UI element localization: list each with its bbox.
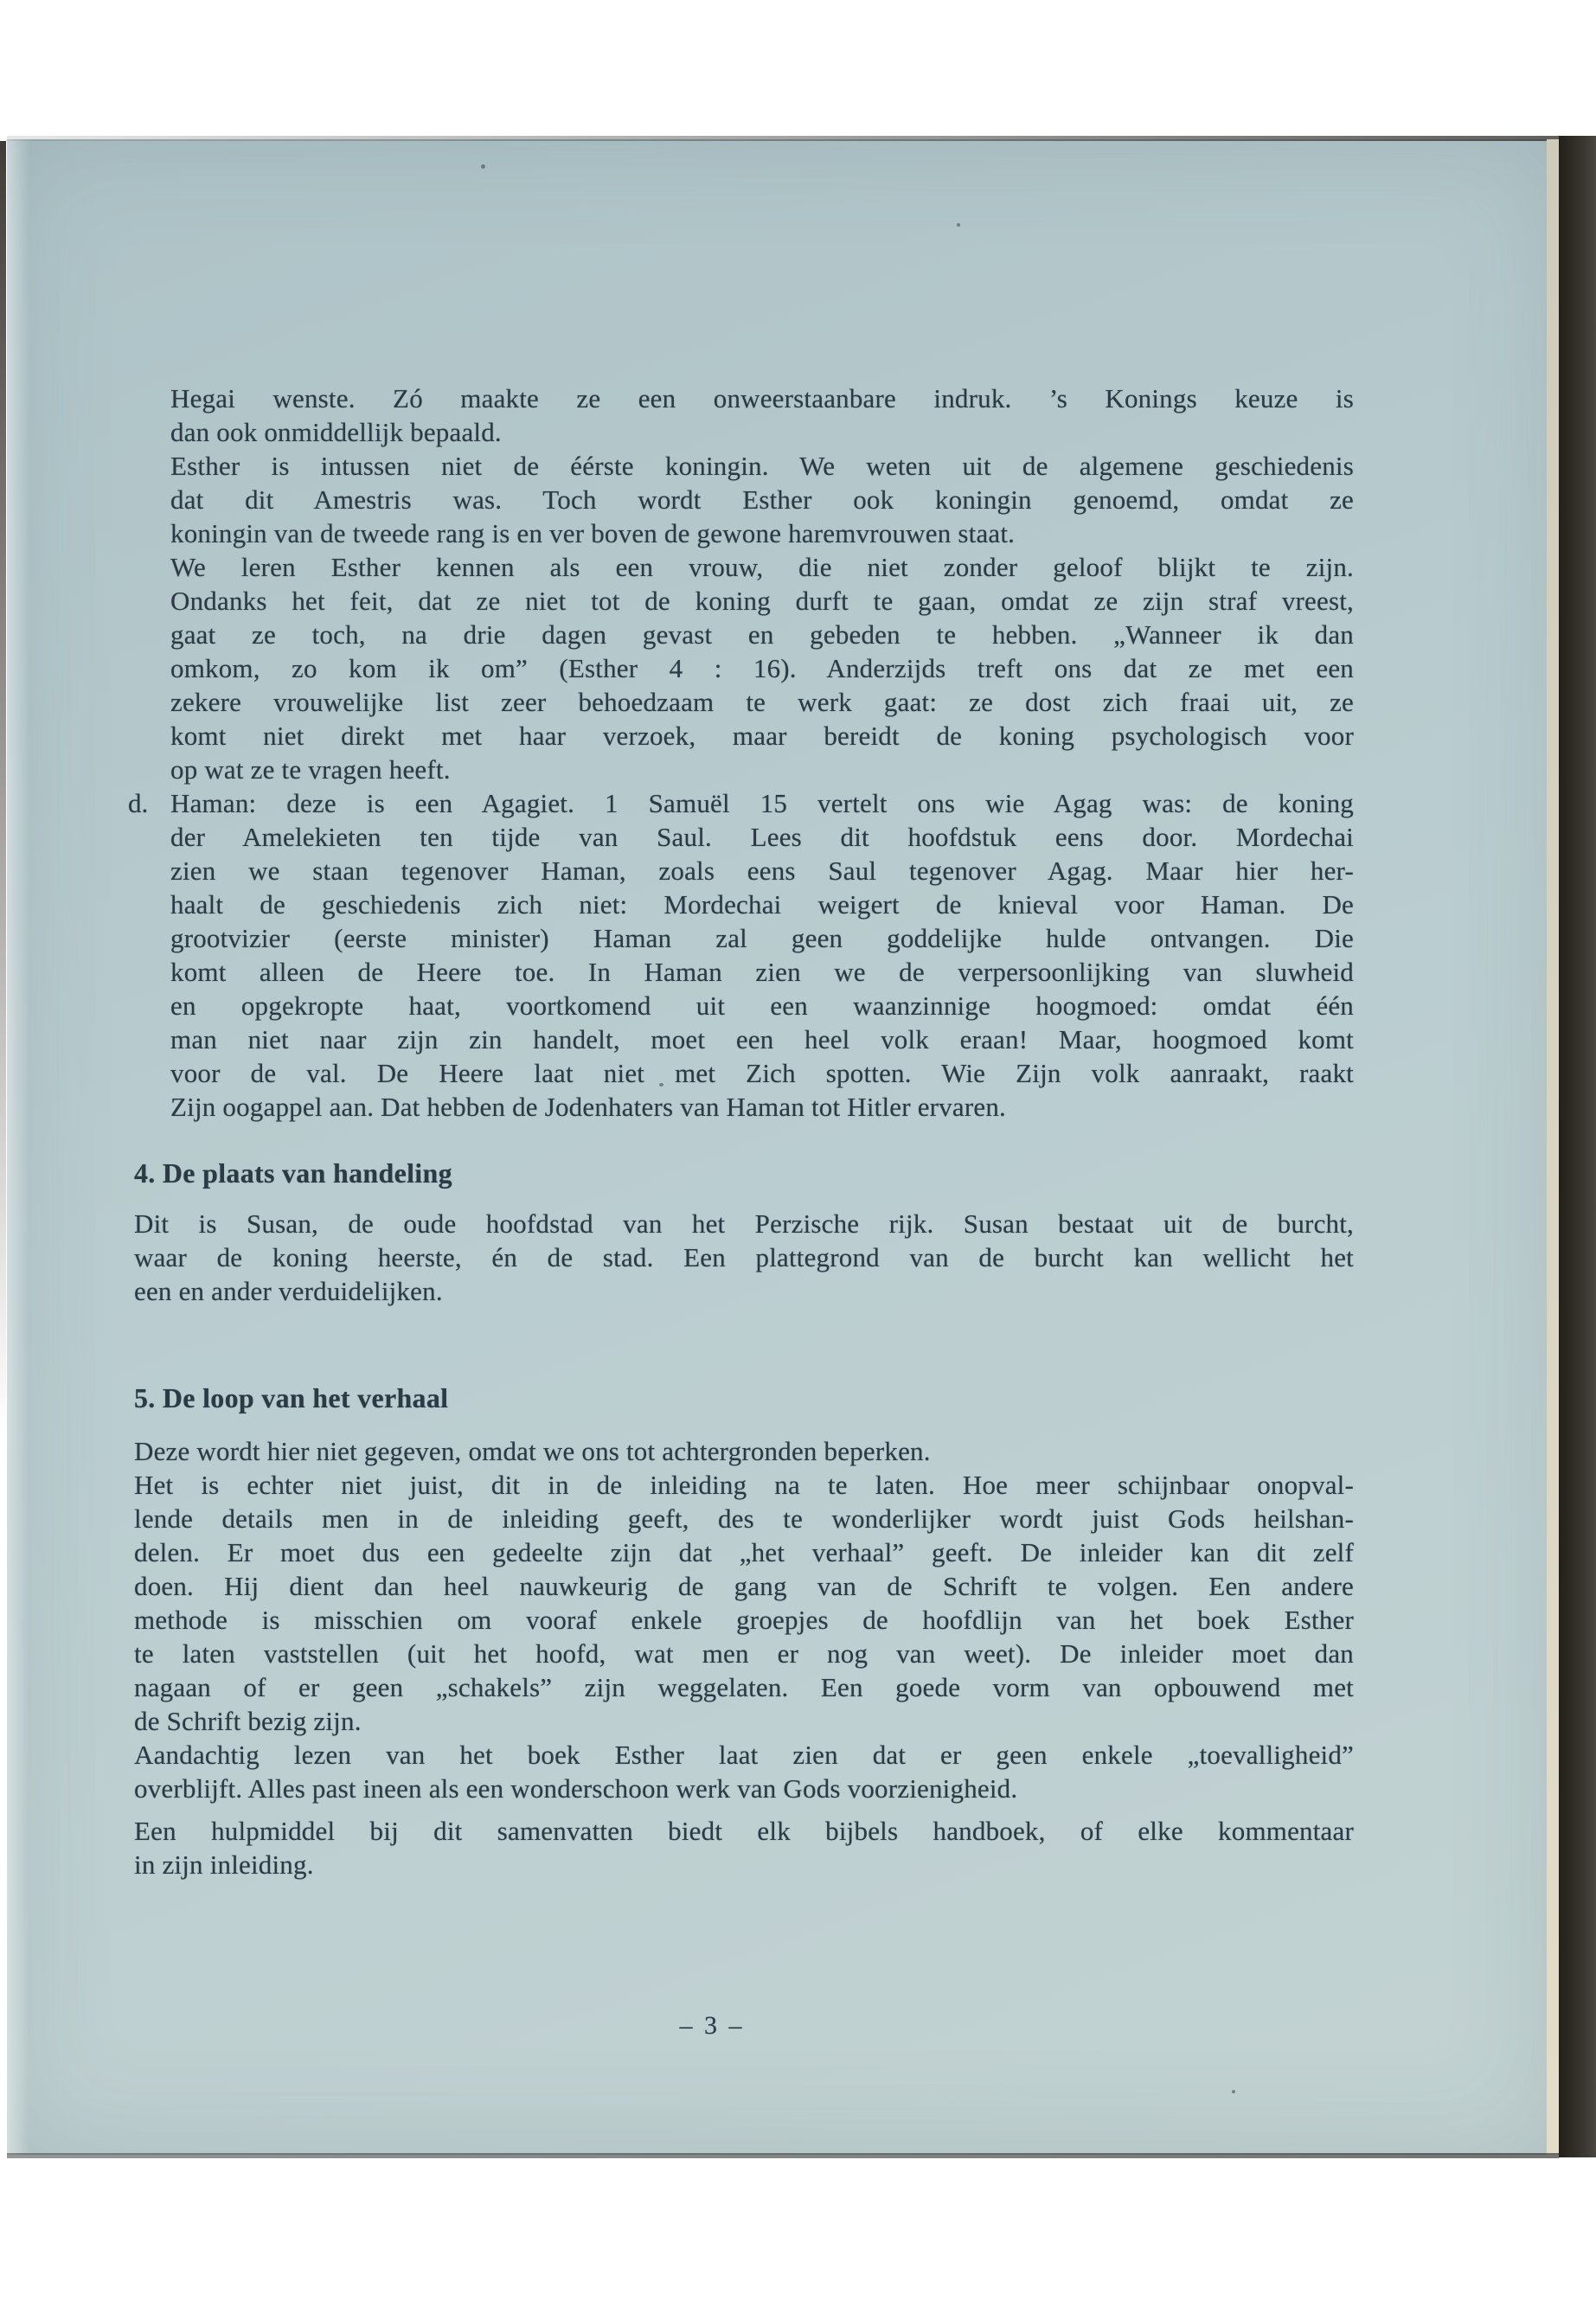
text-line: delen. Er moet dus een gedeelte zijn dat „het verhaal” geeft. De inleider kan dit zelf (134, 1537, 1354, 1567)
text-line: Esther is intussen niet de éérste koningin. We weten uit de algemene geschiedenis (170, 451, 1354, 481)
text-line: zien we staan tegenover Haman, zoals eens Saul tegenover Agag. Maar hier her- (170, 856, 1354, 886)
paragraph (170, 449, 1354, 550)
book-cover-edge (1559, 136, 1596, 2157)
text-line: Ondanks het feit, dat ze niet tot de koning durft te gaan, omdat ze zijn straf vreest, (170, 586, 1354, 616)
section-5-body (134, 1434, 1354, 1881)
book-page-edge (1547, 139, 1559, 2155)
text-line: nagaan of er geen „schakels” zijn weggelaten. Een goede vorm van opbouwend met (134, 1672, 1354, 1702)
paragraph (134, 1434, 1354, 1468)
text-line: We leren Esther kennen als een vrouw, die niet zonder geloof blijkt te zijn. (170, 552, 1354, 582)
text-line: omkom, zo kom ik om” (Esther 4 : 16). Anderzijds treft ons dat ze met een (170, 653, 1354, 683)
text-line: dan ook onmiddellijk bepaald. (170, 417, 502, 447)
text-line: overblijft. Alles past ineen als een wonderschoon werk van Gods voorzienigheid. (134, 1773, 1018, 1804)
text-line: Dit is Susan, de oude hoofdstad van het Perzische rijk. Susan bestaat uit de burcht, (134, 1208, 1354, 1239)
section-heading-4: 4. De plaats van handeling (134, 1157, 452, 1189)
section-4-body (134, 1207, 1354, 1308)
scan-speck (957, 223, 960, 227)
text-line: Aandachtig lezen van het boek Esther laat zien dat er geen enkele „toevalligheid” (134, 1740, 1354, 1770)
text-line: haalt de geschiedenis zich niet: Mordechai weigert de knieval voor Haman. De (170, 889, 1354, 920)
left-edge-shadow (0, 141, 6, 1439)
text-line: der Amelekieten ten tijde van Saul. Lees dit hoofdstuk eens door. Mordechai (170, 822, 1354, 852)
text-line: de Schrift bezig zijn. (134, 1706, 362, 1736)
text-line: grootvizier (eerste minister) Haman zal geen goddelijke hulde ontvangen. Die (170, 923, 1354, 953)
text-line: komt alleen de Heere toe. In Haman zien we de verpersoonlijking van sluwheid (170, 957, 1354, 987)
text-line: te laten vaststellen (uit het hoofd, wat men er nog van weet). De inleider moet dan (134, 1638, 1354, 1669)
text-line: Deze wordt hier niet gegeven, omdat we ons tot achtergronden beperken. (134, 1436, 931, 1466)
paragraph (170, 381, 1354, 449)
scan-speck (481, 164, 485, 169)
list-item-d (128, 786, 1354, 1124)
text-line: methode is misschien om vooraf enkele groepjes de hoofdlijn van het boek Esther (134, 1605, 1354, 1635)
text-line: Hegai wenste. Zó maakte ze een onweerstaanbare indruk. ’s Konings keuze is (170, 383, 1354, 413)
text-line: Haman: deze is een Agagiet. 1 Samuël 15 vertelt ons wie Agag was: de koning (170, 788, 1354, 818)
page-bottom-shadow (7, 2153, 1559, 2158)
text-line: gaat ze toch, na drie dagen gevast en gebeden te hebben. „Wanneer ik dan (170, 619, 1354, 650)
list-marker: d. (128, 788, 149, 818)
text-line: in zijn inleiding. (134, 1849, 314, 1880)
paragraph (134, 1814, 1354, 1881)
text-line: op wat ze te vragen heeft. (170, 754, 451, 785)
text-line: zekere vrouwelijke list zeer behoedzaam te werk gaat: ze dost zich fraai uit, ze (170, 687, 1354, 717)
text-line: komt niet direkt met haar verzoek, maar bereidt de koning psychologisch voor (170, 721, 1354, 751)
text-line: lende details men in de inleiding geeft, des te wonderlijker wordt juist Gods heilshan- (134, 1503, 1354, 1534)
text-line: voor de val. De Heere laat niet met Zich spotten. Wie Zijn volk aanraakt, raakt (170, 1058, 1354, 1088)
page-left-highlight (7, 139, 29, 2155)
page-number: – 3 – (679, 2011, 745, 2040)
page-top-shadow (7, 136, 1559, 141)
text-line: en opgekropte haat, voortkomend uit een waanzinnige hoogmoed: omdat één (170, 990, 1354, 1021)
text-line: dat dit Amestris was. Toch wordt Esther ook koningin genoemd, omdat ze (170, 484, 1354, 515)
paragraph (170, 550, 1354, 786)
scan-speck (1232, 2090, 1235, 2093)
text-line: Een hulpmiddel bij dit samenvatten biedt elk bijbels handboek, of elke kommentaar (134, 1816, 1354, 1846)
text-line: waar de koning heerste, én de stad. Een plattegrond van de burcht kan wellicht het (134, 1242, 1354, 1272)
text-line: een en ander verduidelijken. (134, 1276, 443, 1306)
text-line: koningin van de tweede rang is en ver boven de gewone haremvrouwen staat. (170, 518, 1016, 548)
paragraph (134, 1468, 1354, 1738)
text-line: doen. Hij dient dan heel nauwkeurig de gang van de Schrift te volgen. Een andere (134, 1571, 1354, 1601)
text-line: man niet naar zijn zin handelt, moet een heel volk eraan! Maar, hoogmoed komt (170, 1024, 1354, 1054)
section-heading-5: 5. De loop van het verhaal (134, 1382, 449, 1413)
paragraph (134, 1738, 1354, 1805)
text-line: Het is echter niet juist, dit in de inleiding na te laten. Hoe meer schijnbaar onopval- (134, 1470, 1354, 1500)
body-text-block (128, 381, 1354, 1124)
paragraph (134, 1207, 1354, 1308)
text-line: Zijn oogappel aan. Dat hebben de Jodenhaters van Haman tot Hitler ervaren. (170, 1092, 1006, 1122)
